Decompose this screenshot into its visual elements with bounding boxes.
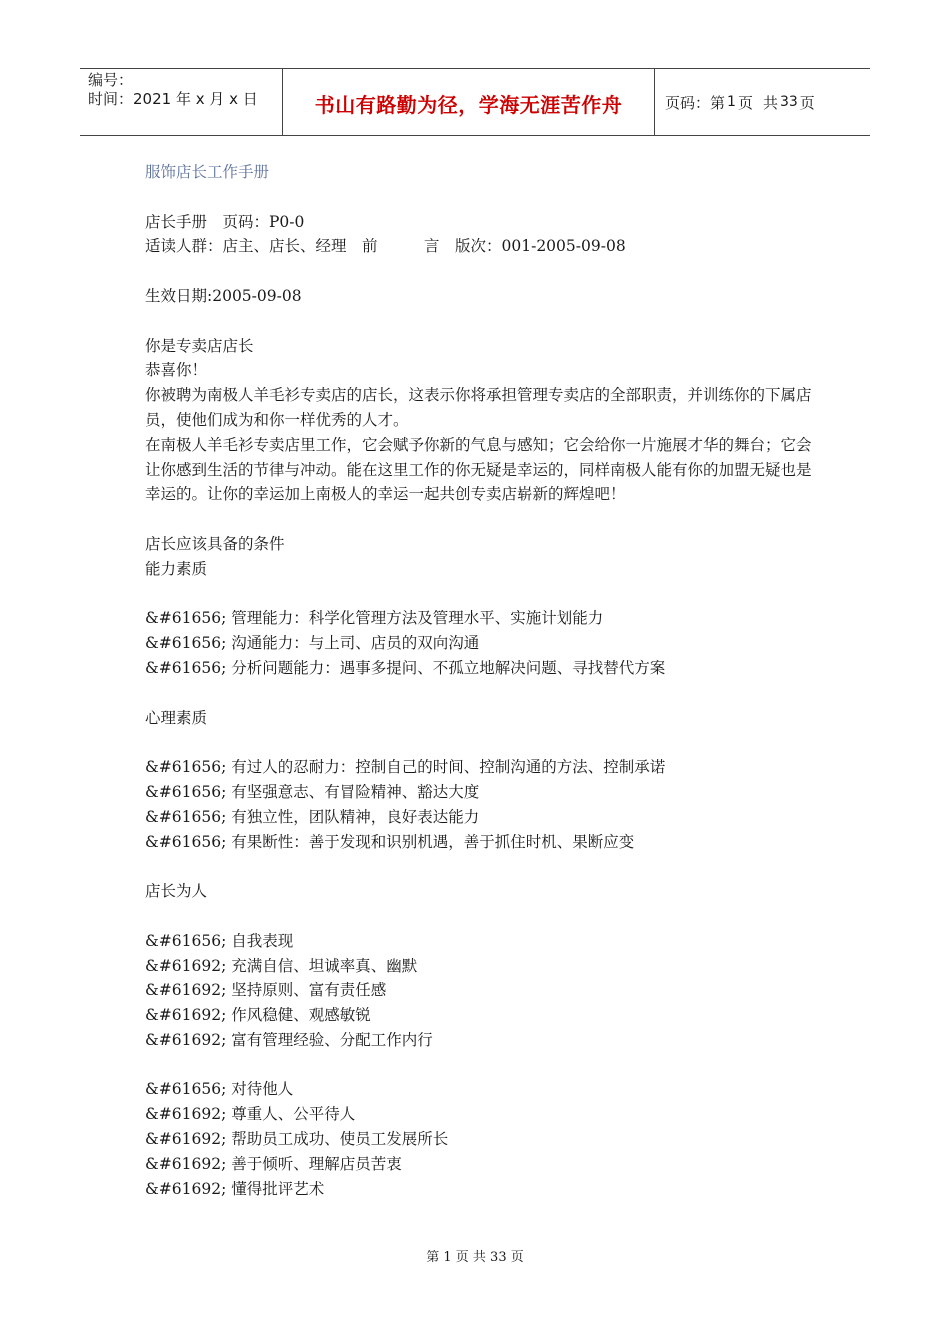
list-item: &#61656; 沟通能力：与上司、店员的双向沟通 (145, 634, 480, 653)
page-current: 1 (727, 94, 736, 110)
list-item: &#61656; 有过人的忍耐力：控制自己的时间、控制沟通的方法、控制承诺 (145, 758, 666, 777)
intro-paragraph-2: 在南极人羊毛衫专卖店里工作，它会赋予你新的气息与感知；它会给你一片施展才华的舞台；它会让你感到生活的节律与冲动。能在这里工作的你无疑是幸运的，同样南极人能有你的加盟无疑也是幸运的。让你的幸运加上南极人的幸运一起共创专卖店崭新的辉煌吧！ (145, 435, 812, 504)
list-item: &#61692; 作风稳健、观感敏锐 (145, 1006, 371, 1025)
intro-heading: 你是专卖店店长 (145, 336, 254, 355)
list-item: &#61656; 管理能力：科学化管理方法及管理水平、实施计划能力 (145, 609, 604, 628)
page-total: 33 (779, 94, 798, 110)
header-page-cell (655, 69, 870, 135)
document-title: 服饰店长工作手册 (145, 163, 270, 181)
list-item: &#61692; 充满自信、坦诚率真、幽默 (145, 956, 418, 975)
motto: 书山有路勤为径，学海无涯苦作舟 (314, 93, 623, 117)
page-total-prefix: 共 (762, 93, 778, 112)
list-item: &#61692; 懂得批评艺术 (145, 1179, 325, 1198)
page-prefix: 页码：第 (665, 93, 726, 112)
page-footer: 第 1 页 共 33 页 (426, 1250, 524, 1265)
date-label: 时间：2021 年 x 月 x 日 (88, 90, 258, 108)
meta-line-3: 生效日期:2005-09-08 (145, 286, 302, 305)
list-item: &#61692; 坚持原则、富有责任感 (145, 981, 387, 1000)
meta-line-1: 店长手册 页码：P0-0 (145, 212, 305, 231)
header-info-cell (80, 69, 282, 135)
mental-heading: 心理素质 (145, 708, 208, 727)
header-motto-cell (282, 69, 655, 135)
person-heading: 店长为人 (145, 882, 208, 901)
ability-heading: 能力素质 (145, 559, 208, 578)
list-item: &#61656; 自我表现 (145, 931, 294, 950)
list-item: &#61692; 富有管理经验、分配工作内行 (145, 1030, 433, 1049)
list-item: &#61692; 善于倾听、理解店员苦衷 (145, 1154, 402, 1173)
number-label: 编号： (88, 71, 134, 89)
list-item: &#61656; 对待他人 (145, 1080, 294, 1099)
list-item: &#61656; 有果断性：善于发现和识别机遇，善于抓住时机、果断应变 (145, 832, 635, 851)
meta-line-2: 适读人群：店主、店长、经理 前 言 版次：001-2005-09-08 (145, 237, 626, 256)
list-item: &#61656; 分析问题能力：遇事多提问、不孤立地解决问题、寻找替代方案 (145, 658, 666, 677)
list-item: &#61692; 帮助员工成功、使员工发展所长 (145, 1130, 449, 1149)
page-suffix: 页 (799, 93, 815, 112)
list-item: &#61656; 有坚强意志、有冒险精神、豁达大度 (145, 782, 480, 801)
page-mid: 页 (737, 93, 753, 112)
list-item: &#61692; 尊重人、公平待人 (145, 1105, 356, 1124)
list-item: &#61656; 有独立性，团队精神，良好表达能力 (145, 807, 480, 826)
conditions-heading: 店长应该具备的条件 (145, 534, 285, 553)
page-header (80, 68, 870, 136)
intro-greeting: 恭喜你！ (145, 361, 208, 380)
intro-paragraph-1: 你被聘为南极人羊毛衫专卖店的店长，这表示你将承担管理专卖店的全部职责，并训练你的下属店员，使他们成为和你一样优秀的人才。 (145, 386, 812, 429)
document-body (145, 160, 815, 1201)
